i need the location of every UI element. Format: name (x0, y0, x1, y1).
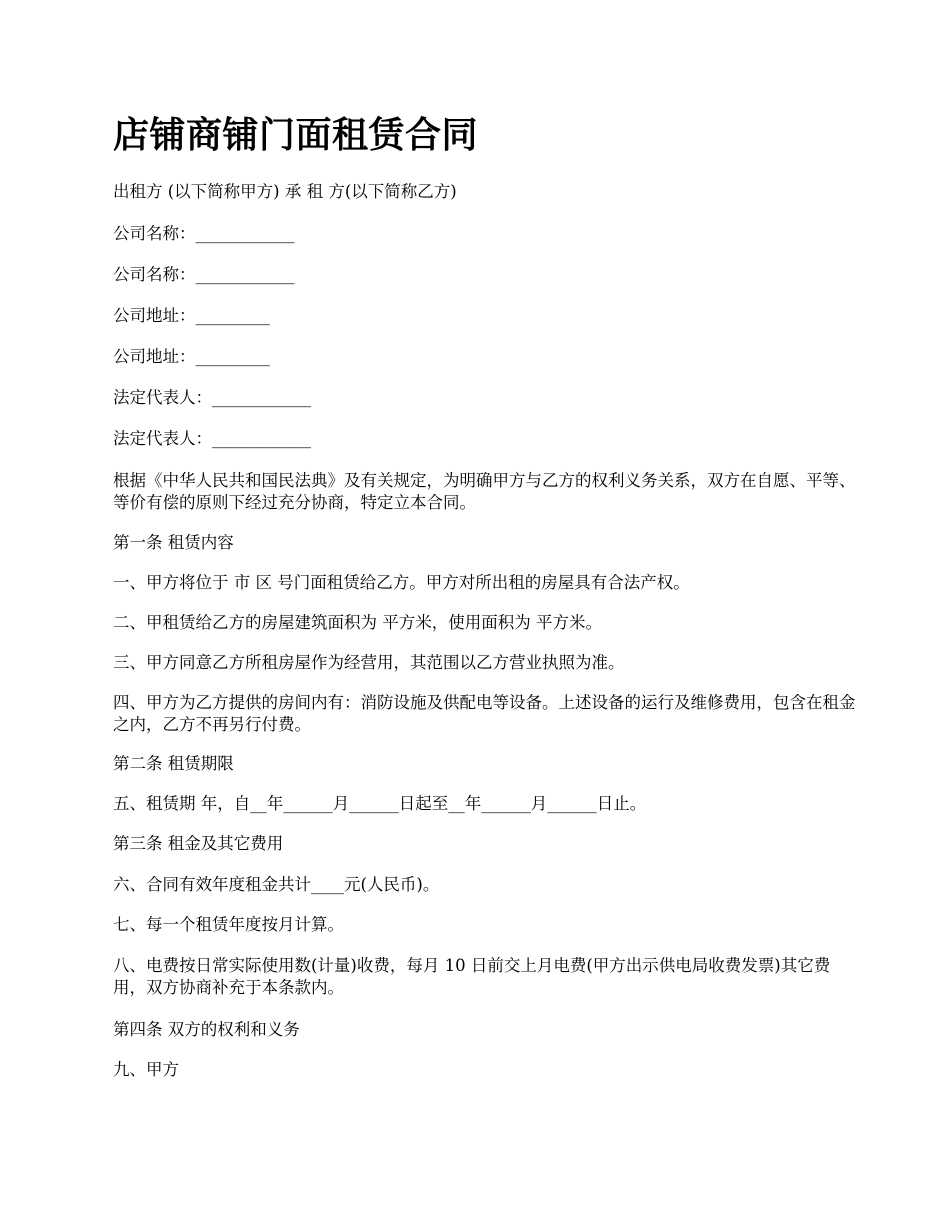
preamble-paragraph: 根据《中华人民共和国民法典》及有关规定，为明确甲方与乙方的权利义务关系，双方在自愿、平等、等价有偿的原则下经过充分协商，特定立本合同。 (113, 471, 856, 512)
lessor-company-address: 公司地址：_________ (113, 306, 270, 325)
lessee-legal-representative: 法定代表人：____________ (113, 429, 311, 448)
clause-4: 四、甲方为乙方提供的房间内有：消防设施及供配电等设备。上述设备的运行及维修费用，包含在租金之内，乙方不再另行付费。 (113, 693, 856, 734)
lessor-company-name: 公司名称：____________ (113, 224, 295, 243)
clause-7: 七、每一个租赁年度按月计算。 (113, 915, 344, 934)
clause-5: 五、租赁期 年，自__年______月______日起至__年______月______日止。 (113, 794, 647, 813)
article-2-heading: 第二条 租赁期限 (113, 754, 234, 773)
lessee-company-address: 公司地址：_________ (113, 347, 270, 366)
lessor-legal-representative: 法定代表人：____________ (113, 388, 311, 407)
parties-line: 出租方 (以下简称甲方) 承 租 方(以下简称乙方) (113, 182, 457, 201)
article-1-heading: 第一条 租赁内容 (113, 533, 234, 552)
lessee-company-name: 公司名称：____________ (113, 265, 295, 284)
clause-2: 二、甲租赁给乙方的房屋建筑面积为 平方米，使用面积为 平方米。 (113, 613, 602, 632)
clause-8: 八、电费按日常实际使用数(计量)收费，每月 10 日前交上月电费(甲方出示供电局收费发票)其它费用，双方协商补充于本条款内。 (113, 956, 831, 997)
clause-6: 六、合同有效年度租金共计____元(人民币)。 (113, 875, 440, 894)
clause-1: 一、甲方将位于 市 区 号门面租赁给乙方。甲方对所出租的房屋具有合法产权。 (113, 573, 690, 592)
article-3-heading: 第三条 租金及其它费用 (113, 834, 284, 853)
document-title: 店铺商铺门面租赁合同 (113, 115, 479, 156)
clause-9: 九、甲方 (113, 1060, 179, 1079)
clause-3: 三、甲方同意乙方所租房屋作为经营用，其范围以乙方营业执照为准。 (113, 653, 625, 672)
article-4-heading: 第四条 双方的权利和义务 (113, 1020, 300, 1039)
